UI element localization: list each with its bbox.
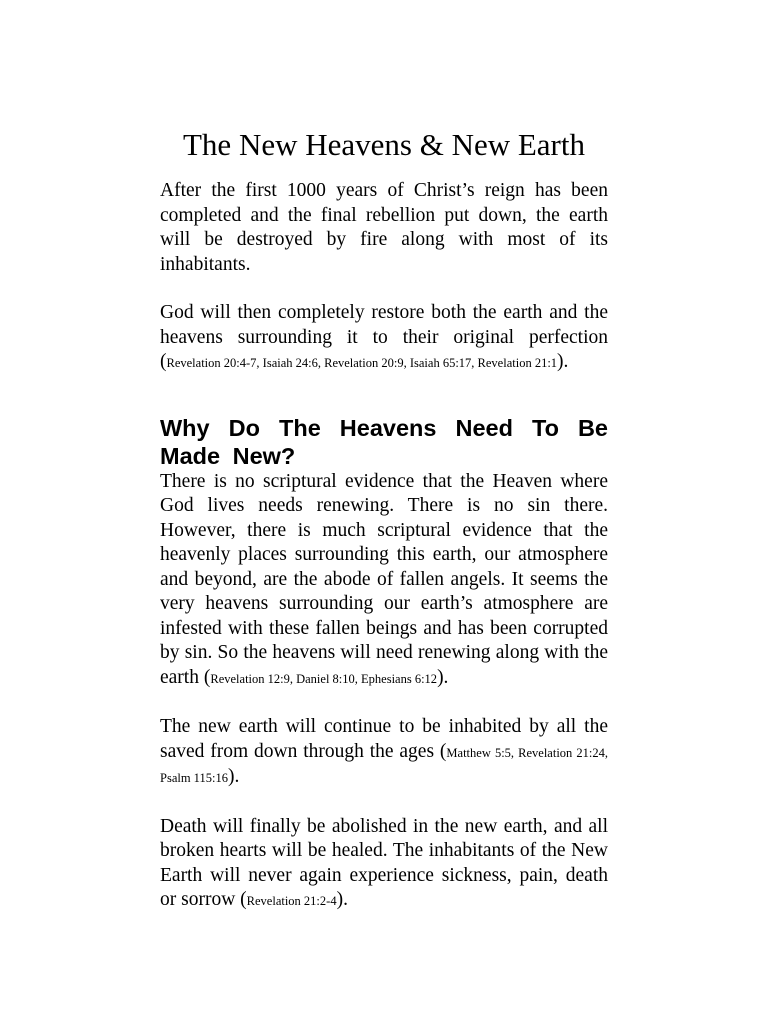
paragraph-text: The new earth will continue to be inhabited by all the saved from down through the ages [160, 716, 608, 762]
paragraph-new-earth [160, 715, 608, 791]
paragraph-intro [160, 179, 608, 277]
paragraph-text: God will then completely restore both the earth and the heavens surrounding it to their original perfection [160, 302, 608, 348]
ref-open-paren: ( [160, 351, 167, 373]
ref-open-paren: ( [439, 740, 447, 762]
scripture-references: Revelation 21:2-4 [246, 894, 337, 909]
ref-close-paren: ). [227, 766, 240, 788]
page-title: The New Heavens & New Earth [183, 127, 585, 162]
ref-open-paren: ( [240, 889, 247, 911]
paragraph-text: There is no scriptural evidence that the Heaven where God lives needs renewing. There is no sin there. However, there is much scriptural evidence that the heavenly places surrounding this earth, our atmosphere and beyond, are the abode of fallen angels. It seems the very heavens surrounding our earth’s atmosphere are infested with these fallen beings and has been corrupted by sin. So the heavens will need renewing along with the earth [160, 470, 608, 688]
paragraph-heavens [160, 470, 608, 692]
scripture-references: Matthew 5:5, Revelation 21:24, Psalm 115:16 [160, 745, 608, 786]
paragraph-text: Death will finally be abolished in the new earth, and all broken hearts will be healed. The inhabitants of the New Earth will never again experience sickness, pain, death or sorrow [160, 815, 608, 911]
scripture-references: Revelation 12:9, Daniel 8:10, Ephesians 6:12 [210, 671, 438, 686]
ref-close-paren: ). [336, 889, 348, 911]
ref-open-paren: ( [203, 666, 211, 688]
ref-close-paren: ). [437, 666, 449, 688]
paragraph-text: After the first 1000 years of Christ’s reign has been completed and the final rebellion put down, the earth will be destroyed by fire along with most of its inhabitants. [160, 180, 608, 275]
paragraph-death-abolished [160, 815, 608, 914]
section-heading: Why Do The Heavens Need To Be Made New? [160, 414, 608, 469]
document-page [160, 126, 608, 914]
scripture-references: Revelation 20:4-7, Isaiah 24:6, Revelation 20:9, Isaiah 65:17, Revelation 21:1 [166, 356, 558, 371]
ref-close-paren: ). [557, 351, 569, 373]
paragraph-restoration [160, 301, 608, 376]
